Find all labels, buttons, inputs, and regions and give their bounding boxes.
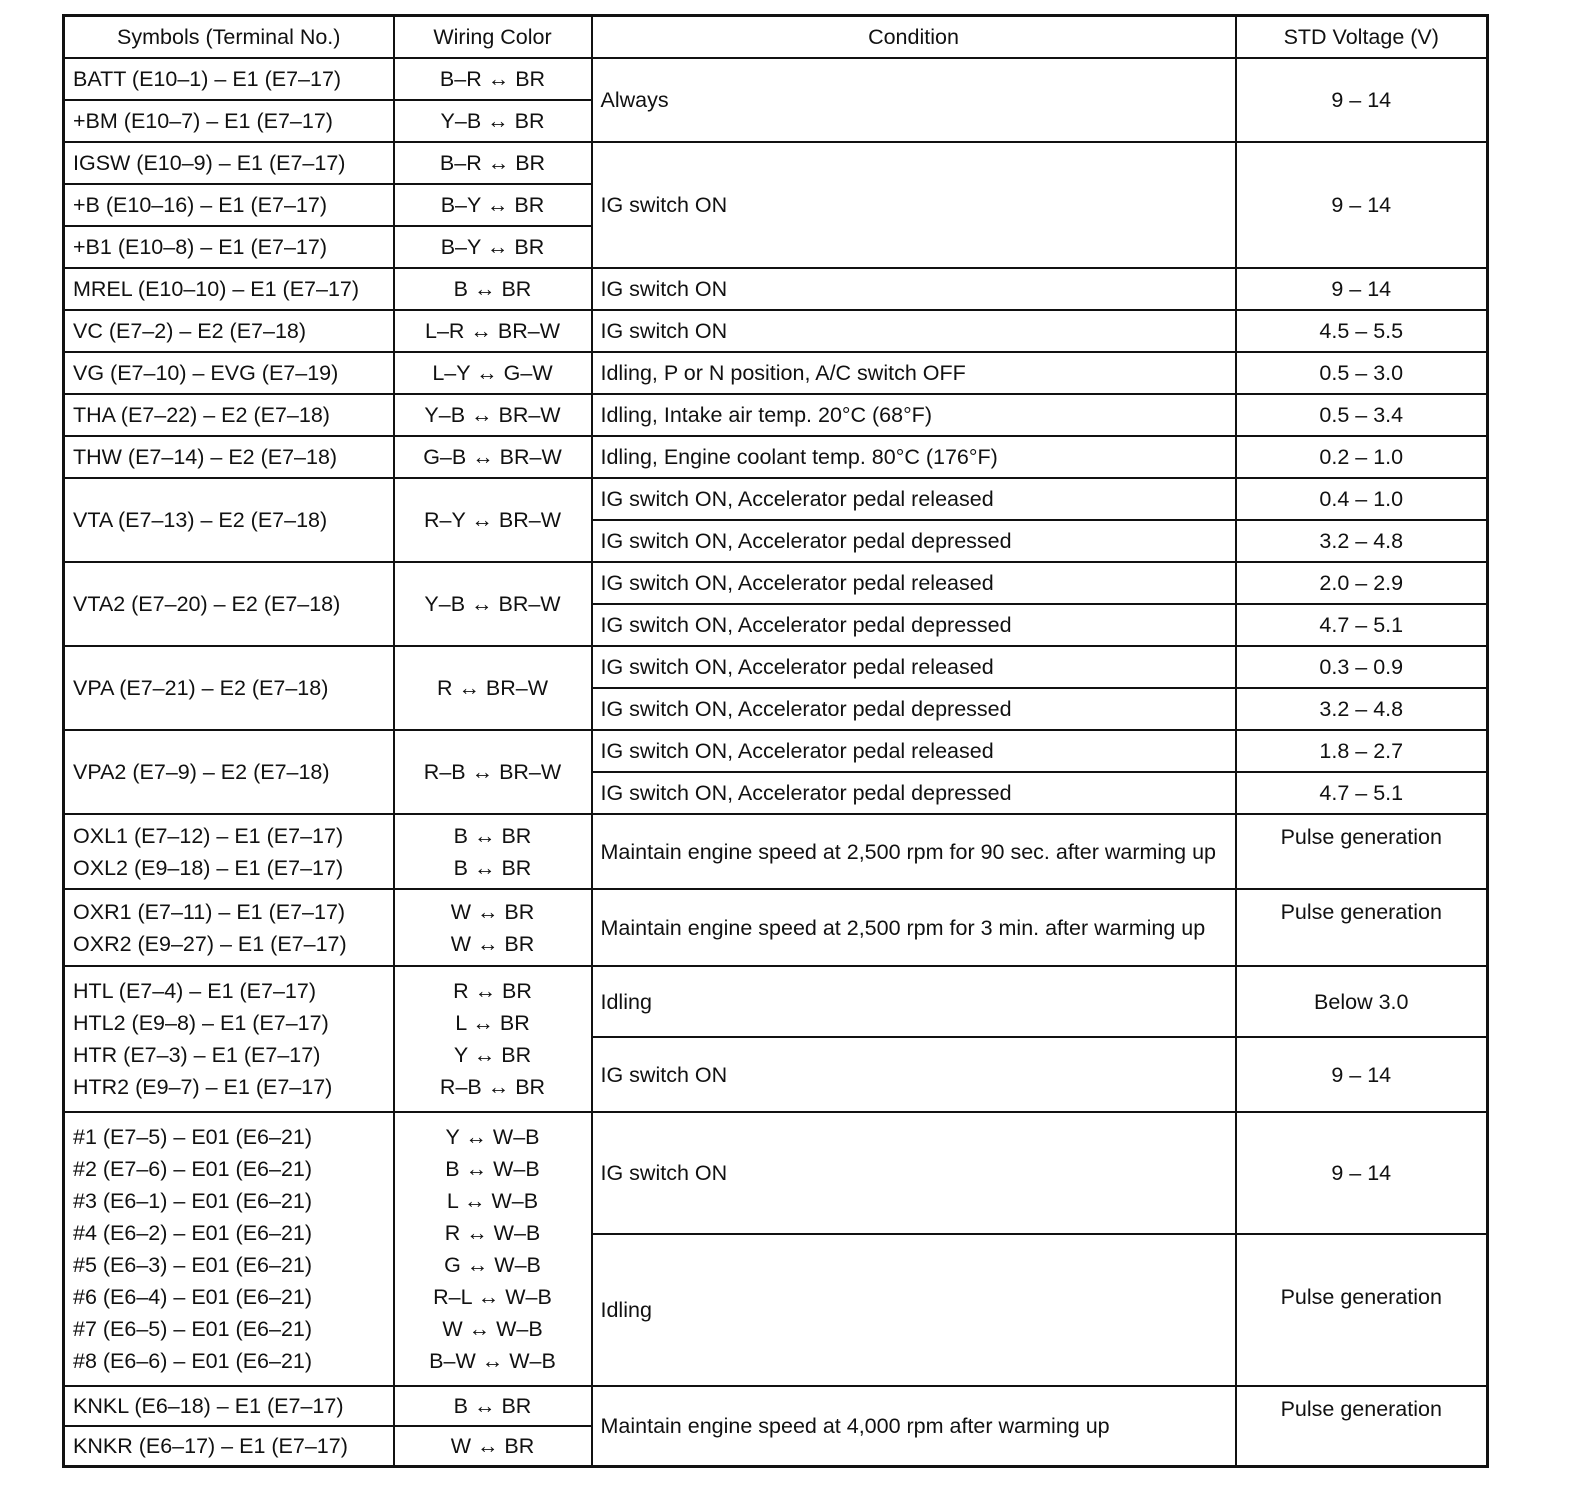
wiring-line: L ↔ W–B xyxy=(446,1189,539,1213)
voltage-cell: 0.5 – 3.0 xyxy=(1236,352,1488,394)
wiring-cell: G–B ↔ BR–W xyxy=(394,436,592,478)
wiring-cell: L–Y ↔ G–W xyxy=(394,352,592,394)
symbol-cell: VPA2 (E7–9) – E2 (E7–18) xyxy=(64,730,394,814)
symbol-cell: +B1 (E10–8) – E1 (E7–17) xyxy=(64,226,394,268)
condition-cell: Always xyxy=(592,58,1236,142)
voltage-cell: 0.4 – 1.0 xyxy=(1236,478,1488,520)
symbol-line: #2 (E7–6) – E01 (E6–21) xyxy=(73,1157,313,1181)
table-row xyxy=(64,1112,1488,1234)
wiring-line: B ↔ W–B xyxy=(445,1157,540,1181)
wiring-cell xyxy=(394,966,592,1112)
wiring-cell: B–Y ↔ BR xyxy=(394,184,592,226)
voltage-cell: 4.7 – 5.1 xyxy=(1236,772,1488,814)
table-row xyxy=(64,310,1488,352)
wiring-line: Y ↔ BR xyxy=(453,1043,532,1067)
voltage-cell: Pulse generation xyxy=(1236,814,1488,889)
symbol-cell: THW (E7–14) – E2 (E7–18) xyxy=(64,436,394,478)
table-row xyxy=(64,646,1488,688)
wiring-line: G ↔ W–B xyxy=(444,1253,541,1277)
condition-cell: IG switch ON, Accelerator pedal depressed xyxy=(592,688,1236,730)
symbol-cell: VG (E7–10) – EVG (E7–19) xyxy=(64,352,394,394)
ecm-terminal-voltage-table xyxy=(62,14,1489,1468)
table-row xyxy=(64,142,1488,184)
wiring-cell: R–Y ↔ BR–W xyxy=(394,478,592,562)
symbol-cell: VTA (E7–13) – E2 (E7–18) xyxy=(64,478,394,562)
voltage-cell: 1.8 – 2.7 xyxy=(1236,730,1488,772)
table-row xyxy=(64,58,1488,100)
condition-cell: Idling, Intake air temp. 20°C (68°F) xyxy=(592,394,1236,436)
wiring-cell xyxy=(394,889,592,966)
condition-cell: IG switch ON, Accelerator pedal depressed xyxy=(592,772,1236,814)
condition-cell: IG switch ON xyxy=(592,310,1236,352)
table-row xyxy=(64,394,1488,436)
symbol-line: HTL2 (E9–8) – E1 (E7–17) xyxy=(73,1011,329,1035)
wiring-cell: Y–B ↔ BR–W xyxy=(394,562,592,646)
voltage-cell: Below 3.0 xyxy=(1236,966,1488,1037)
header-condition: Condition xyxy=(592,16,1236,59)
voltage-cell: Pulse generation xyxy=(1236,889,1488,966)
header-symbols: Symbols (Terminal No.) xyxy=(64,16,394,59)
condition-cell: IG switch ON, Accelerator pedal depressed xyxy=(592,520,1236,562)
condition-cell: Idling, P or N position, A/C switch OFF xyxy=(592,352,1236,394)
wiring-cell: Y–B ↔ BR–W xyxy=(394,394,592,436)
symbol-cell: VPA (E7–21) – E2 (E7–18) xyxy=(64,646,394,730)
table-row xyxy=(64,436,1488,478)
voltage-cell: Pulse generation xyxy=(1236,1386,1488,1466)
table-row xyxy=(64,268,1488,310)
symbol-cell: THA (E7–22) – E2 (E7–18) xyxy=(64,394,394,436)
condition-cell: IG switch ON, Accelerator pedal released xyxy=(592,646,1236,688)
condition-cell: IG switch ON xyxy=(592,1112,1236,1234)
voltage-cell: 0.5 – 3.4 xyxy=(1236,394,1488,436)
voltage-cell: 9 – 14 xyxy=(1236,1112,1488,1234)
wiring-cell: W ↔ BR xyxy=(394,1426,592,1466)
wiring-cell: B–R ↔ BR xyxy=(394,142,592,184)
symbol-cell: +BM (E10–7) – E1 (E7–17) xyxy=(64,100,394,142)
condition-cell: Idling xyxy=(592,966,1236,1037)
condition-cell: Idling xyxy=(592,1234,1236,1386)
condition-cell: Maintain engine speed at 4,000 rpm after warming up xyxy=(592,1386,1236,1466)
condition-cell: Maintain engine speed at 2,500 rpm for 90 sec. after warming up xyxy=(592,814,1236,889)
wiring-line: R ↔ BR xyxy=(453,979,532,1003)
symbol-cell xyxy=(64,814,394,889)
header-std-voltage: STD Voltage (V) xyxy=(1236,16,1488,59)
wiring-line: W ↔ BR xyxy=(450,899,535,924)
wiring-cell: B ↔ BR xyxy=(394,1386,592,1426)
symbol-line: HTL (E7–4) – E1 (E7–17) xyxy=(73,979,316,1003)
wiring-line: R–L ↔ W–B xyxy=(433,1285,552,1309)
voltage-cell: 3.2 – 4.8 xyxy=(1236,688,1488,730)
wiring-line: L ↔ BR xyxy=(455,1011,530,1035)
table-row xyxy=(64,1386,1488,1426)
wiring-cell: R–B ↔ BR–W xyxy=(394,730,592,814)
voltage-cell: 9 – 14 xyxy=(1236,142,1488,268)
wiring-cell xyxy=(394,814,592,889)
wiring-cell: Y–B ↔ BR xyxy=(394,100,592,142)
voltage-cell: 4.7 – 5.1 xyxy=(1236,604,1488,646)
condition-cell: IG switch ON xyxy=(592,1037,1236,1112)
wiring-cell xyxy=(394,1112,592,1386)
symbol-line: #5 (E6–3) – E01 (E6–21) xyxy=(73,1253,313,1277)
voltage-cell: 2.0 – 2.9 xyxy=(1236,562,1488,604)
voltage-cell: 9 – 14 xyxy=(1236,268,1488,310)
symbol-cell xyxy=(64,966,394,1112)
wiring-cell: B–Y ↔ BR xyxy=(394,226,592,268)
voltage-cell: 0.3 – 0.9 xyxy=(1236,646,1488,688)
symbol-line: #8 (E6–6) – E01 (E6–21) xyxy=(73,1349,313,1373)
wiring-cell: B ↔ BR xyxy=(394,268,592,310)
condition-cell: IG switch ON xyxy=(592,268,1236,310)
symbol-line: OXR1 (E7–11) – E1 (E7–17) xyxy=(73,899,346,924)
symbol-cell: VTA2 (E7–20) – E2 (E7–18) xyxy=(64,562,394,646)
table-row xyxy=(64,814,1488,889)
wiring-cell: R ↔ BR–W xyxy=(394,646,592,730)
wiring-cell: L–R ↔ BR–W xyxy=(394,310,592,352)
symbol-cell: KNKL (E6–18) – E1 (E7–17) xyxy=(64,1386,394,1426)
condition-cell: Idling, Engine coolant temp. 80°C (176°F) xyxy=(592,436,1236,478)
voltage-cell: 4.5 – 5.5 xyxy=(1236,310,1488,352)
symbol-line: #3 (E6–1) – E01 (E6–21) xyxy=(73,1189,313,1213)
condition-cell: IG switch ON, Accelerator pedal released xyxy=(592,562,1236,604)
wiring-line: W ↔ W–B xyxy=(442,1317,543,1341)
table-row xyxy=(64,889,1488,966)
voltage-cell: 0.2 – 1.0 xyxy=(1236,436,1488,478)
condition-cell: IG switch ON xyxy=(592,142,1236,268)
symbol-line: #1 (E7–5) – E01 (E6–21) xyxy=(73,1125,313,1149)
voltage-cell: 9 – 14 xyxy=(1236,58,1488,142)
condition-cell: IG switch ON, Accelerator pedal released xyxy=(592,730,1236,772)
symbol-cell xyxy=(64,1112,394,1386)
wiring-line: B–W ↔ W–B xyxy=(429,1349,556,1373)
voltage-cell: Pulse generation xyxy=(1236,1234,1488,1386)
symbol-line: OXL2 (E9–18) – E1 (E7–17) xyxy=(73,855,344,880)
symbol-line: OXL1 (E7–12) – E1 (E7–17) xyxy=(73,823,344,848)
symbol-line: #6 (E6–4) – E01 (E6–21) xyxy=(73,1285,313,1309)
condition-cell: Maintain engine speed at 2,500 rpm for 3 min. after warming up xyxy=(592,889,1236,966)
wiring-line: B ↔ BR xyxy=(453,855,532,880)
wiring-line: B ↔ BR xyxy=(453,823,532,848)
symbol-cell: BATT (E10–1) – E1 (E7–17) xyxy=(64,58,394,100)
wiring-cell: B–R ↔ BR xyxy=(394,58,592,100)
symbol-line: #4 (E6–2) – E01 (E6–21) xyxy=(73,1221,313,1245)
wiring-line: R–B ↔ BR xyxy=(439,1075,546,1099)
condition-cell: IG switch ON, Accelerator pedal released xyxy=(592,478,1236,520)
voltage-cell: 3.2 – 4.8 xyxy=(1236,520,1488,562)
wiring-line: Y ↔ W–B xyxy=(445,1125,540,1149)
symbol-cell xyxy=(64,889,394,966)
table-row xyxy=(64,966,1488,1037)
wiring-line: W ↔ BR xyxy=(450,931,535,956)
symbol-cell: VC (E7–2) – E2 (E7–18) xyxy=(64,310,394,352)
table-row xyxy=(64,730,1488,772)
header-row xyxy=(64,16,1488,59)
wiring-line: R ↔ W–B xyxy=(444,1221,541,1245)
table-row xyxy=(64,562,1488,604)
symbol-cell: MREL (E10–10) – E1 (E7–17) xyxy=(64,268,394,310)
condition-cell: IG switch ON, Accelerator pedal depressed xyxy=(592,604,1236,646)
symbol-line: HTR2 (E9–7) – E1 (E7–17) xyxy=(73,1075,333,1099)
voltage-cell: 9 – 14 xyxy=(1236,1037,1488,1112)
symbol-cell: KNKR (E6–17) – E1 (E7–17) xyxy=(64,1426,394,1466)
symbol-line: HTR (E7–3) – E1 (E7–17) xyxy=(73,1043,321,1067)
table-row xyxy=(64,352,1488,394)
symbol-line: #7 (E6–5) – E01 (E6–21) xyxy=(73,1317,313,1341)
header-wiring-color: Wiring Color xyxy=(394,16,592,59)
table-row xyxy=(64,478,1488,520)
symbol-cell: +B (E10–16) – E1 (E7–17) xyxy=(64,184,394,226)
symbol-cell: IGSW (E10–9) – E1 (E7–17) xyxy=(64,142,394,184)
symbol-line: OXR2 (E9–27) – E1 (E7–17) xyxy=(73,931,347,956)
